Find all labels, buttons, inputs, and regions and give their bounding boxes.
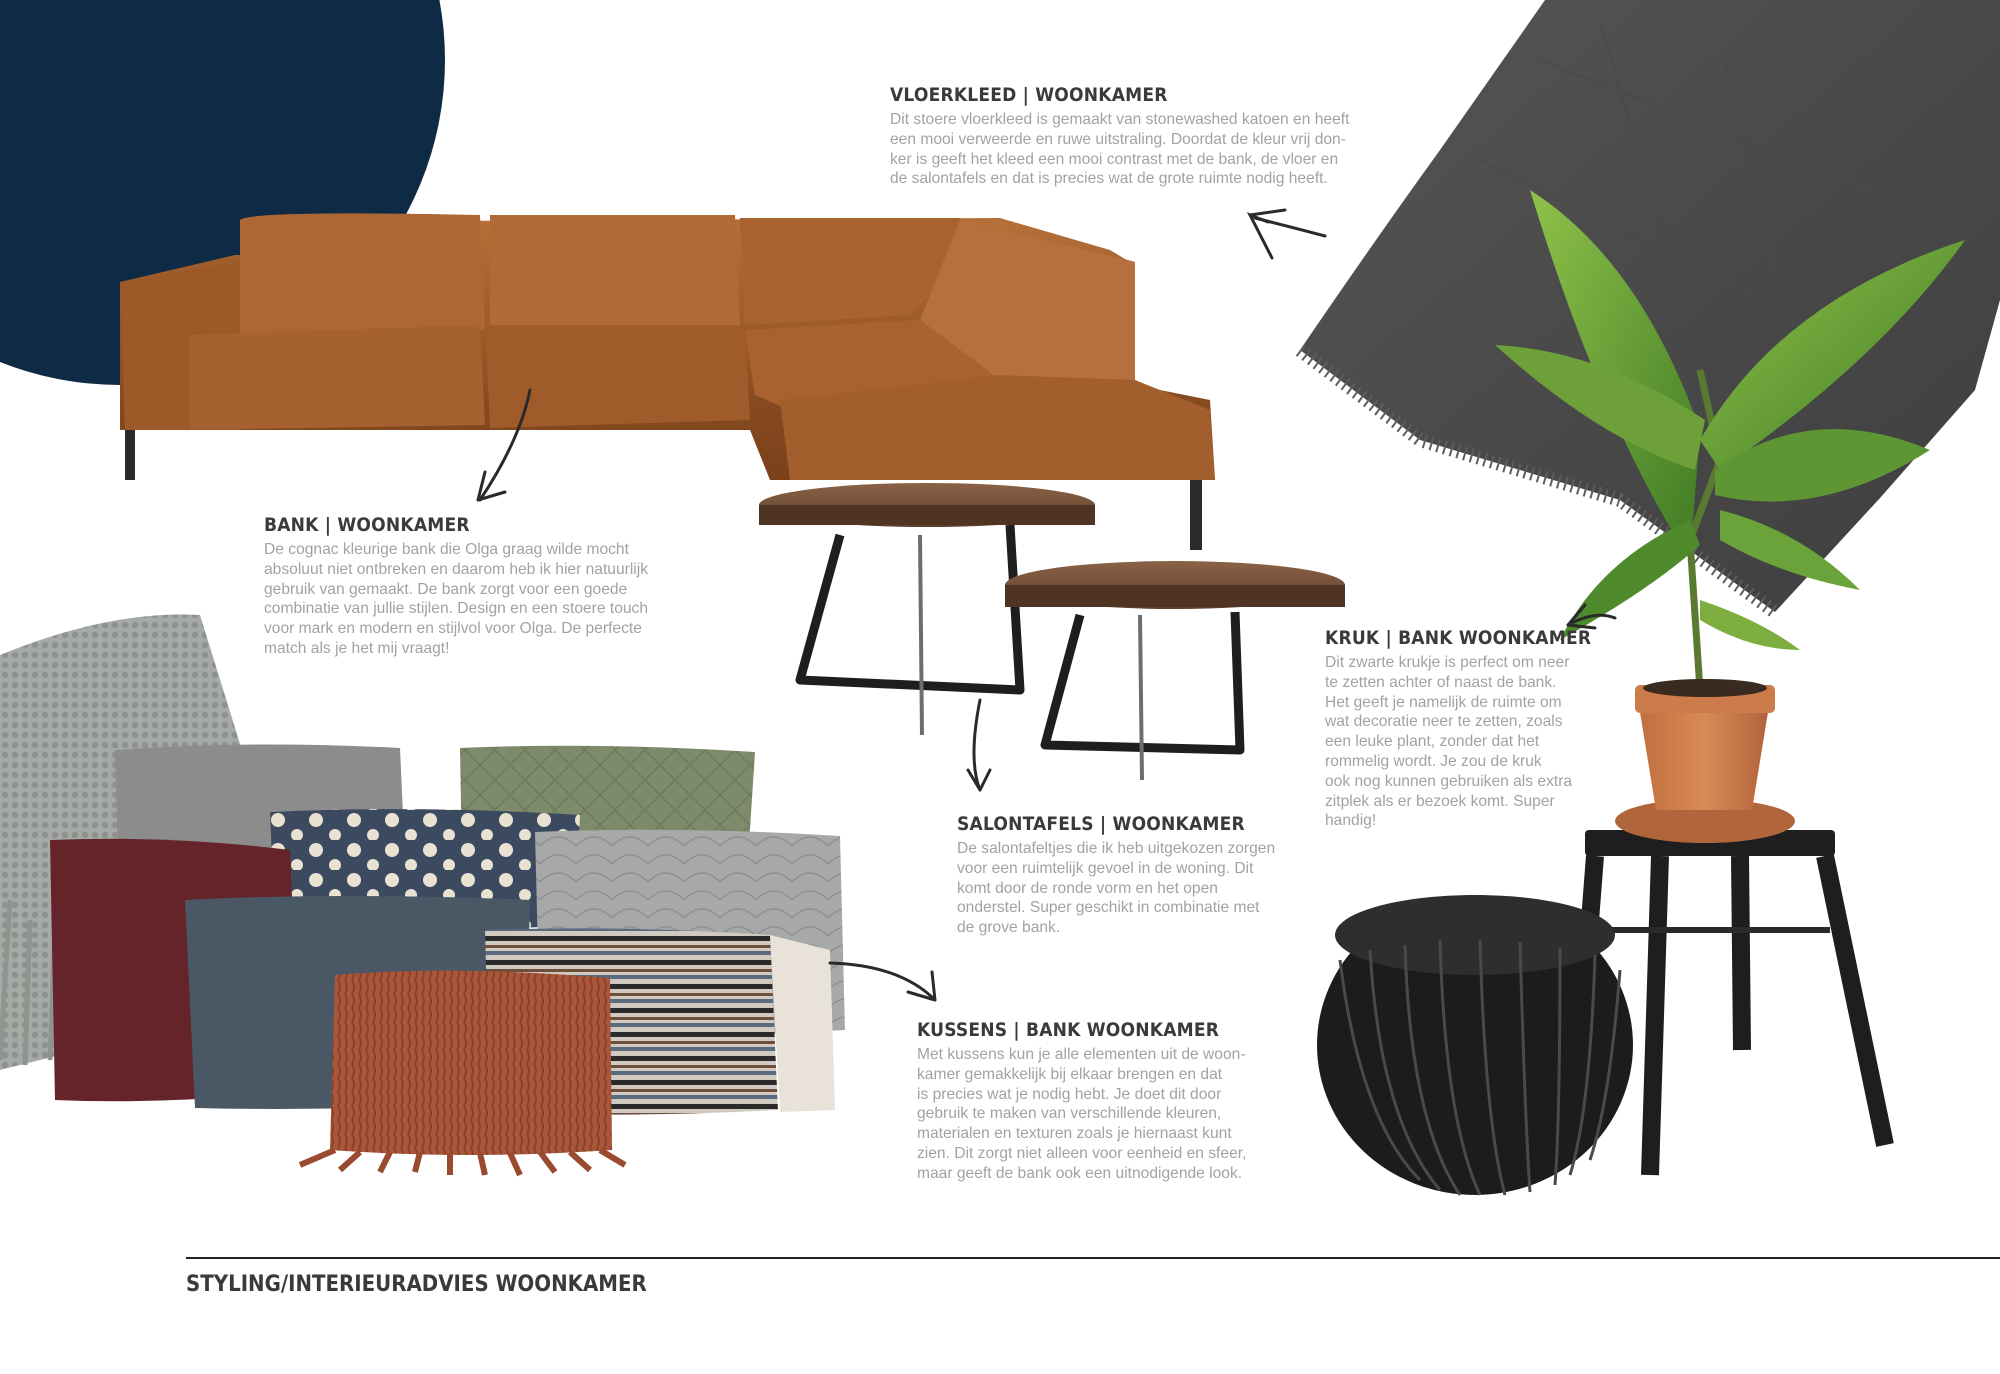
tables-line: voor een ruimtelijk gevoel in de woning. Dit bbox=[957, 859, 1254, 877]
coffee-tables-image bbox=[759, 483, 1345, 780]
sofa-line: combinatie van jullie stijlen. Design en een stoere touch bbox=[264, 600, 649, 618]
tables-line: komt door de ronde vorm en het open bbox=[957, 879, 1218, 897]
cushions-description bbox=[917, 1019, 1246, 1184]
stool-line: zitplek als er bezoek komt. Super bbox=[1325, 792, 1555, 810]
cushions-heading: KUSSENS | BANK WOONKAMER bbox=[917, 1019, 1220, 1041]
stool-line: wat decoratie neer te zetten, zoals bbox=[1325, 713, 1563, 731]
cushions-line: is precies wat je nodig hebt. Je doet dit door bbox=[917, 1085, 1222, 1103]
cushions-line: gebruik te maken van verschillende kleuren, bbox=[917, 1105, 1222, 1123]
rug-line: de salontafels en dat is precies wat de grote ruimte nodig heeft. bbox=[890, 170, 1328, 188]
cushions-line: maar geeft de bank ook een uitnodigende look. bbox=[917, 1164, 1243, 1182]
sofa-line: match als je het mij vraagt! bbox=[264, 639, 450, 657]
rug-description bbox=[890, 84, 1349, 189]
stool-line: Het geeft je namelijk de ruimte om bbox=[1325, 693, 1562, 711]
terracotta-pot-image bbox=[1615, 679, 1795, 843]
sofa-line: voor mark en modern en stijlvol voor Olga. De perfecte bbox=[264, 620, 642, 638]
stool-body bbox=[1325, 653, 1591, 831]
tables-line: De salontafeltjes die ik heb uitgekozen zorgen bbox=[957, 840, 1276, 857]
stool-line: een leuke plant, zonder dat het bbox=[1325, 733, 1540, 751]
tables-heading: SALONTAFELS | WOONKAMER bbox=[957, 813, 1245, 835]
cushions-line: kamer gemakkelijk bij elkaar brengen en dat bbox=[917, 1065, 1223, 1083]
sofa-description bbox=[264, 514, 648, 659]
tables-body bbox=[957, 839, 1275, 938]
rug-line: ker is geeft het kleed een mooi contrast met de bank, de vloer en bbox=[890, 150, 1339, 168]
sofa-line: De cognac kleurige bank die Olga graag wilde mocht bbox=[264, 541, 629, 558]
tables-line: de grove bank. bbox=[957, 919, 1061, 937]
rattan-pouf-image bbox=[1317, 895, 1633, 1195]
stool-line: rommelig wordt. Je zou de kruk bbox=[1325, 752, 1542, 770]
cushions-line: Met kussens kun je alle elementen uit de woon- bbox=[917, 1046, 1246, 1063]
tables-line: onderstel. Super geschikt in combinatie met bbox=[957, 899, 1260, 917]
stool-description bbox=[1325, 627, 1591, 831]
stool-heading: KRUK | BANK WOONKAMER bbox=[1325, 627, 1592, 649]
rug-line: Dit stoere vloerkleed is gemaakt van stonewashed katoen en heeft bbox=[890, 111, 1350, 128]
sofa-heading: BANK | WOONKAMER bbox=[264, 514, 470, 536]
sofa-line: absoluut niet ontbreken en daarom heb ik hier natuurlijk bbox=[264, 560, 649, 578]
stool-line: Dit zwarte krukje is perfect om neer bbox=[1325, 654, 1570, 671]
stool-line: te zetten achter of naast de bank. bbox=[1325, 673, 1557, 691]
cushions-line: zien. Dit zorgt niet alleen voor eenheid en sfeer, bbox=[917, 1144, 1247, 1162]
sofa-body bbox=[264, 540, 648, 659]
sofa-line: gebruik van gemaakt. De bank zorgt voor een goede bbox=[264, 580, 628, 598]
metal-stool-image bbox=[1585, 830, 1885, 1175]
cushions-image bbox=[50, 744, 845, 1175]
rug-body bbox=[890, 110, 1349, 189]
tables-description bbox=[957, 813, 1275, 938]
rug-heading: VLOERKLEED | WOONKAMER bbox=[890, 84, 1168, 106]
stool-line: ook nog kunnen gebruiken als extra bbox=[1325, 772, 1573, 790]
stool-line: handig! bbox=[1325, 812, 1377, 830]
rug-line: een mooi verweerde en ruwe uitstraling. Doordat de kleur vrij don- bbox=[890, 130, 1346, 148]
footer-divider bbox=[186, 1257, 2000, 1259]
cushions-line: materialen en texturen zoals je hiernaast kunt bbox=[917, 1125, 1232, 1143]
cushions-body bbox=[917, 1045, 1246, 1184]
footer-title: STYLING/INTERIEURADVIES WOONKAMER bbox=[186, 1272, 647, 1297]
